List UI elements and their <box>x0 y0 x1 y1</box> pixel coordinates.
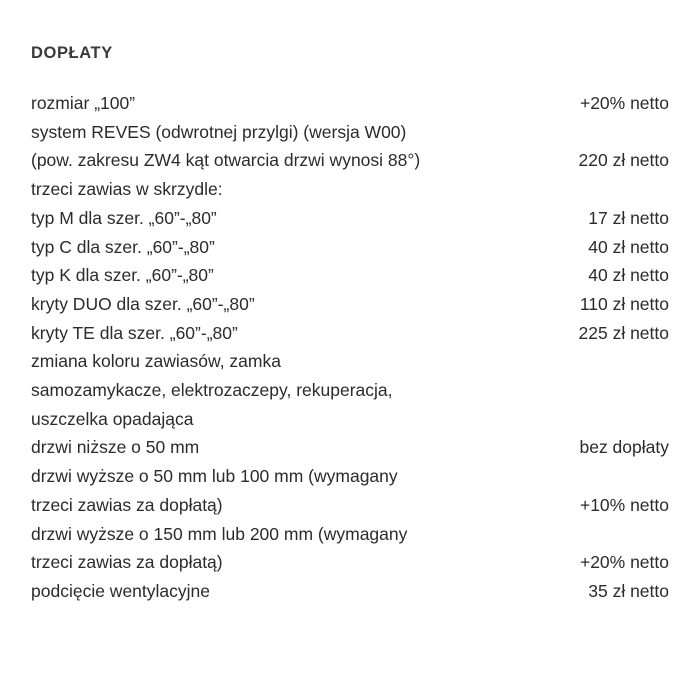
list-item <box>31 118 669 147</box>
item-label: samozamykacze, elektrozaczepy, rekuperacja, <box>31 380 393 401</box>
page-title: DOPŁATY <box>31 44 113 62</box>
list-item <box>31 233 669 262</box>
list-item <box>31 347 669 376</box>
item-label: typ K dla szer. „60”-„80” <box>31 265 214 286</box>
item-price: +20% netto <box>579 93 669 113</box>
item-label: trzeci zawias za dopłatą) <box>31 552 223 573</box>
item-label: rozmiar „100” <box>31 93 136 113</box>
list-item <box>31 462 669 491</box>
list-item <box>31 319 669 348</box>
list-item <box>31 405 669 434</box>
item-label: drzwi niższe o 50 mm <box>31 437 200 458</box>
list-item <box>31 548 669 577</box>
item-label: kryty DUO dla szer. „60”-„80” <box>31 293 255 314</box>
list-item <box>31 261 669 290</box>
item-label: (pow. zakresu ZW4 kąt otwarcia drzwi wynosi 88°) <box>31 150 421 171</box>
item-price: 225 zł netto <box>578 322 669 343</box>
list-item <box>31 577 669 606</box>
item-label: podcięcie wentylacyjne <box>31 580 210 601</box>
surcharge-list <box>31 89 669 606</box>
item-label: uszczelka opadająca <box>31 408 194 429</box>
list-item <box>31 290 669 319</box>
item-price: 40 zł netto <box>588 236 669 257</box>
item-label: trzeci zawias za dopłatą) <box>31 494 223 515</box>
item-price: +20% netto <box>579 552 669 573</box>
item-label: kryty TE dla szer. „60”-„80” <box>31 322 238 343</box>
item-price: 17 zł netto <box>588 207 669 228</box>
list-item <box>31 146 669 175</box>
item-price: +10% netto <box>579 494 669 515</box>
item-price: 35 zł netto <box>588 580 669 601</box>
list-item <box>31 433 669 462</box>
item-label: drzwi wyższe o 150 mm lub 200 mm (wymagany <box>31 523 408 544</box>
item-label: system REVES (odwrotnej przylgi) (wersja W00) <box>31 121 407 142</box>
item-price: 110 zł netto <box>579 293 669 314</box>
item-price: 220 zł netto <box>578 150 669 171</box>
list-item <box>31 520 669 549</box>
list-item <box>31 376 669 405</box>
item-label: zmiana koloru zawiasów, zamka <box>31 351 281 372</box>
item-label: drzwi wyższe o 50 mm lub 100 mm (wymagany <box>31 466 398 487</box>
list-item <box>31 175 669 204</box>
list-item <box>31 491 669 520</box>
item-price: bez dopłaty <box>579 437 669 458</box>
list-item <box>31 89 669 118</box>
item-price: 40 zł netto <box>588 265 669 286</box>
item-label: typ M dla szer. „60”-„80” <box>31 207 217 228</box>
item-label: trzeci zawias w skrzydle: <box>31 179 223 200</box>
item-label: typ C dla szer. „60”-„80” <box>31 236 215 257</box>
list-item <box>31 204 669 233</box>
